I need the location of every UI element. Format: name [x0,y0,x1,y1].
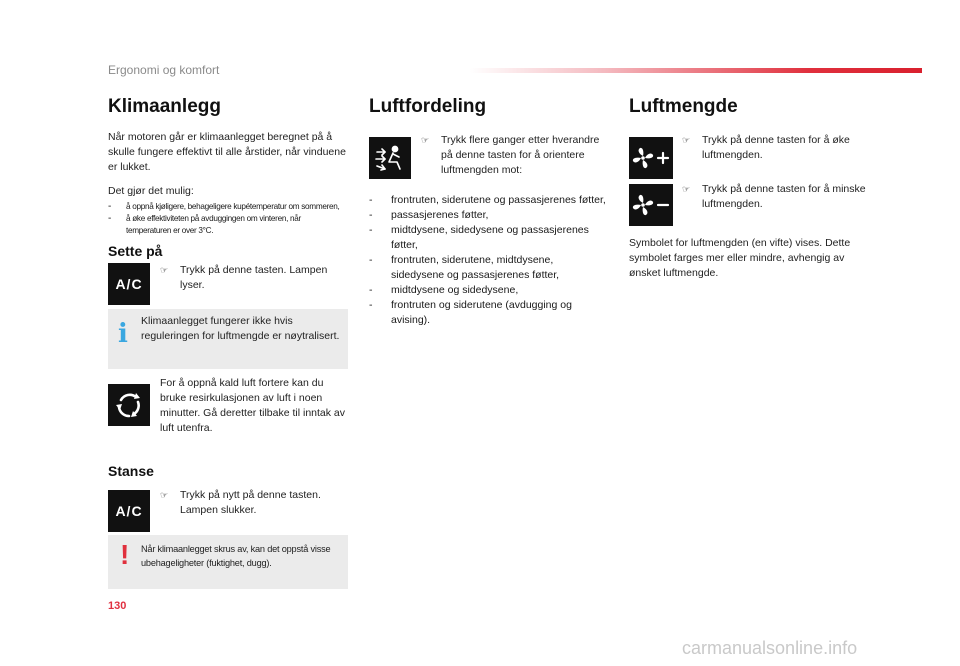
possible-label: Det gjør det mulig: [108,185,194,197]
pointing-hand-icon: ☞ [682,135,691,145]
info-text: Klimaanlegget fungerer ikke hvis reguleringen for luftmengde er nøytralisert. [141,315,340,342]
decrease-instruction-text: Trykk på denne tasten for å minske luftmengden. [702,183,866,210]
info-box [108,309,348,369]
pointing-hand-icon: ☞ [421,135,430,145]
fan-symbol-note: Symbolet for luftmengden (en vifte) vises. Dette symbolet farges mer eller mindre, avhengig av ønsket luftmengde. [629,237,851,279]
seated-person-airflow-icon [373,143,407,173]
section-title-sette-pa: Sette på [108,243,163,259]
ac-label: A/C [115,276,143,292]
section-luftfordeling [369,96,609,130]
distribution-instruction [421,133,611,178]
ac-off-button-icon [108,490,150,532]
recirculation-text: For å oppnå kald luft fortere kan du bruke resirkulasjonen av luft i noen minutter. Gå deretter tilbake til inntak av luft utenfra. [160,377,346,434]
section-title-stanse: Stanse [108,463,154,479]
fan-minus-icon [631,191,671,219]
distribution-instruction-text: Trykk flere ganger etter hverandre på denne tasten for å orientere luftmengden mot: [441,134,600,176]
fan-decrease-button-icon [629,184,673,226]
start-instruction [160,263,348,293]
intro-paragraph: Når motoren går er klimaanlegget beregnet på å skulle fungere effektivt til alle årstider, når vinduene er lukket. [108,131,346,173]
increase-instruction [682,133,874,163]
list-item: - å øke effektiviteten på avduggingen om vinteren, når temperaturen er over 3°C. [108,213,348,237]
list-item: - midtdysene og sidedysene, [369,283,609,298]
pointing-hand-icon: ☞ [160,490,169,500]
watermark: carmanualsonline.info [682,638,858,658]
distribution-list [369,193,609,328]
warning-icon: ! [120,539,130,570]
start-instruction-text: Trykk på denne tasten. Lampen lyser. [180,264,328,291]
section-klimaanlegg [108,96,348,237]
section-title-luftmengde: Luftmengde [629,96,738,117]
pointing-hand-icon: ☞ [682,184,691,194]
list-item: - å oppnå kjøligere, behageligere kupétemperatur om sommeren, [108,201,348,213]
recirculation-icon [113,389,145,421]
warning-text: Når klimaanlegget skrus av, kan det oppstå visse ubehageligheter (fuktighet, dugg). [141,544,331,568]
fan-plus-icon [631,144,671,172]
list-item: - midtdysene, sidedysene og passasjerenes føtter, [369,223,609,253]
pointing-hand-icon: ☞ [160,265,169,275]
section-title-klimaanlegg: Klimaanlegg [108,96,221,117]
section-luftmengde [629,96,874,130]
list-item: - passasjerenes føtter, [369,208,609,223]
increase-instruction-text: Trykk på denne tasten for å øke luftmengden. [702,134,850,161]
list-item: - frontruten, siderutene, midtdysene, sidedysene og passasjerenes føtter, [369,253,609,283]
page-number: 130 [108,600,127,612]
stop-instruction [160,488,348,518]
ac-button-icon [108,263,150,305]
fan-increase-button-icon [629,137,673,179]
list-item: - frontruten og siderutene (avdugging og avising). [369,298,609,328]
ac-label: A/C [115,503,143,519]
stop-instruction-text: Trykk på nytt på denne tasten. Lampen slukker. [180,489,321,516]
decrease-instruction [682,182,874,212]
warning-box [108,535,348,589]
chapter-title: Ergonomi og komfort [108,63,220,77]
info-icon: i [118,319,128,349]
list-item: - frontruten, siderutene og passasjerenes føtter, [369,193,609,208]
possible-list [108,201,348,237]
section-title-luftfordeling: Luftfordeling [369,96,487,117]
header-gradient-bar [470,68,922,73]
air-distribution-button-icon [369,137,411,179]
recirculation-button-icon [108,384,150,426]
